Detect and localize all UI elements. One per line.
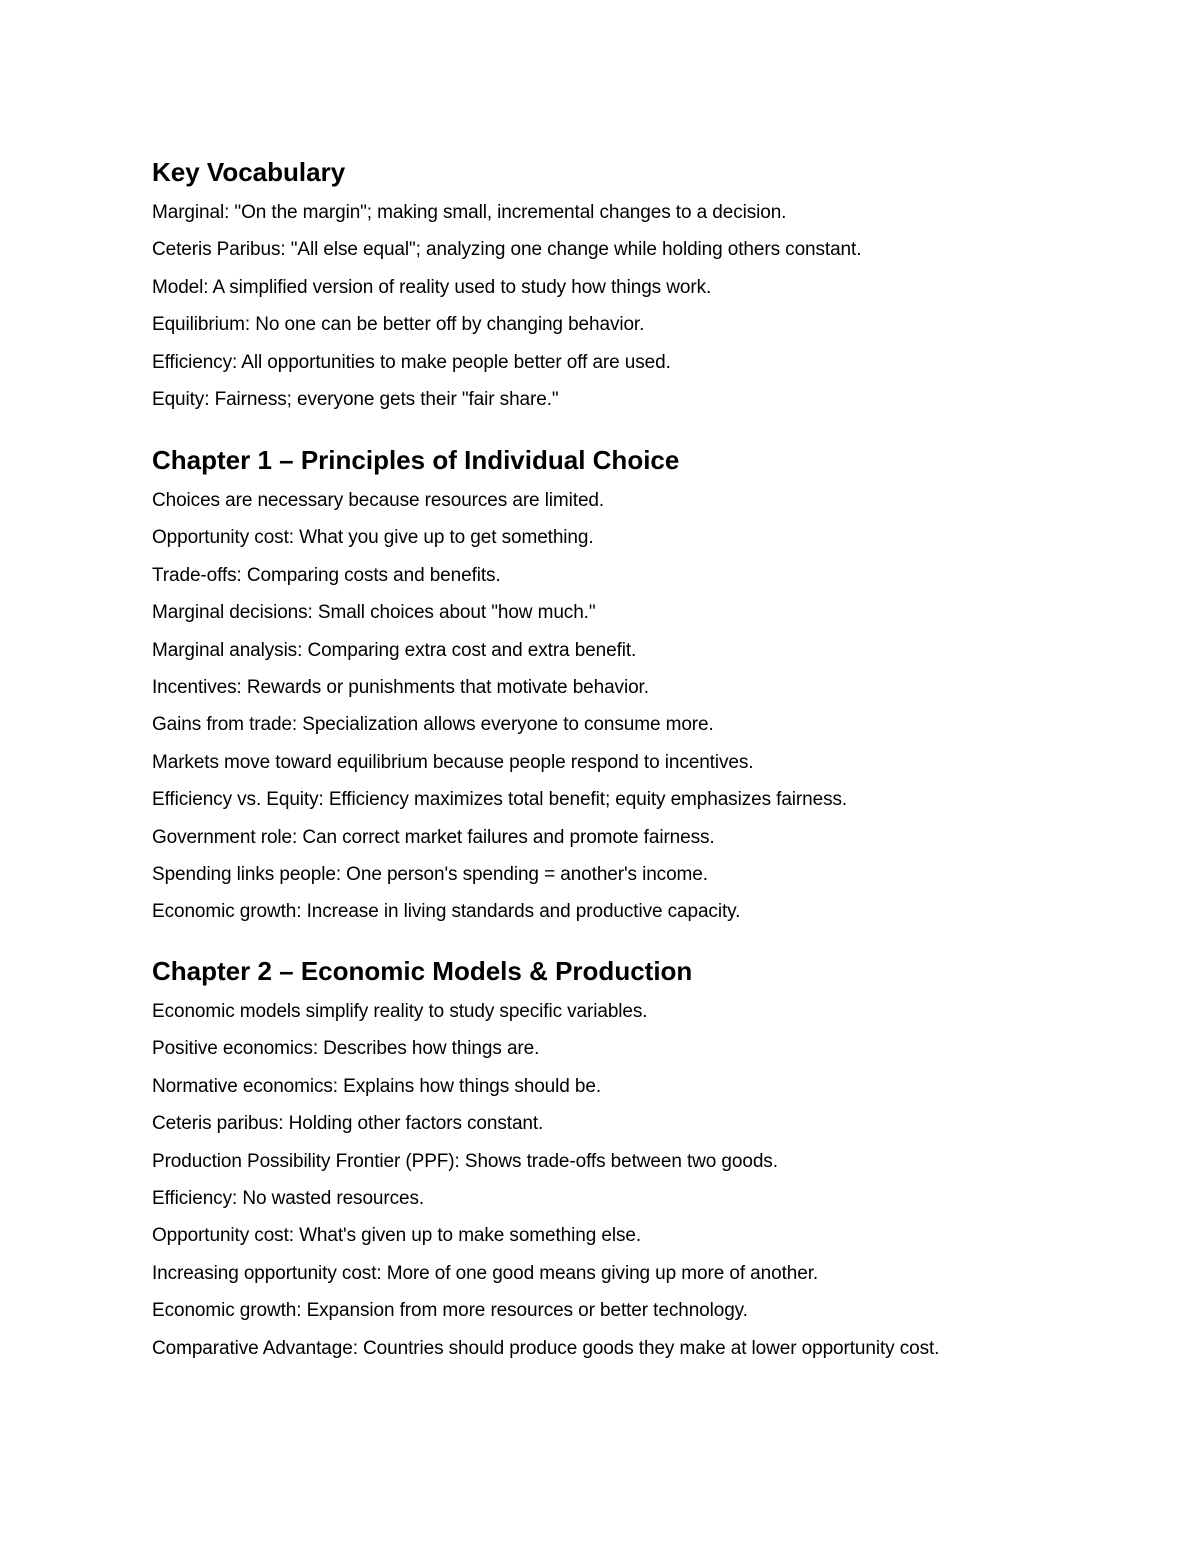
- list-item: Efficiency: No wasted resources.: [152, 1187, 425, 1209]
- list-item: Opportunity cost: What's given up to make something else.: [152, 1225, 642, 1247]
- list-item: Efficiency vs. Equity: Efficiency maximizes total benefit; equity emphasizes fairness.: [152, 789, 848, 811]
- list-item: Opportunity cost: What you give up to get something.: [152, 527, 594, 549]
- section-chapter-1: [152, 438, 1152, 931]
- list-item: Comparative Advantage: Countries should produce goods they make at lower opportunity cost.: [152, 1337, 940, 1359]
- list-item: Production Possibility Frontier (PPF): Shows trade-offs between two goods.: [152, 1150, 778, 1172]
- list-item: Model: A simplified version of reality used to study how things work.: [152, 276, 712, 298]
- section-chapter-2: [152, 949, 1152, 1367]
- list-item: Increasing opportunity cost: More of one good means giving up more of another.: [152, 1262, 819, 1284]
- list-item: Ceteris Paribus: "All else equal"; analyzing one change while holding others constant.: [152, 239, 862, 261]
- list-item: Equity: Fairness; everyone gets their "fair share.": [152, 388, 559, 410]
- item-list: [152, 482, 1152, 931]
- list-item: Efficiency: All opportunities to make people better off are used.: [152, 351, 671, 373]
- list-item: Marginal analysis: Comparing extra cost and extra benefit.: [152, 639, 637, 661]
- section-title: Chapter 1 – Principles of Individual Choice: [152, 445, 680, 475]
- list-item: Government role: Can correct market failures and promote fairness.: [152, 826, 715, 848]
- list-item: Gains from trade: Specialization allows everyone to consume more.: [152, 714, 714, 736]
- list-item: Equilibrium: No one can be better off by changing behavior.: [152, 314, 645, 336]
- list-item: Economic growth: Increase in living standards and productive capacity.: [152, 901, 741, 923]
- list-item: Positive economics: Describes how things are.: [152, 1038, 540, 1060]
- section-title: Key Vocabulary: [152, 157, 346, 187]
- section-title: Chapter 2 – Economic Models & Production: [152, 956, 693, 986]
- item-list: [152, 194, 1152, 418]
- list-item: Markets move toward equilibrium because people respond to incentives.: [152, 751, 754, 773]
- list-item: Incentives: Rewards or punishments that motivate behavior.: [152, 676, 649, 698]
- list-item: Spending links people: One person's spending = another's income.: [152, 863, 708, 885]
- list-item: Marginal: "On the margin"; making small, incremental changes to a decision.: [152, 202, 787, 223]
- list-item: Economic models simplify reality to study specific variables.: [152, 1001, 648, 1022]
- item-list: [152, 993, 1152, 1367]
- list-item: Economic growth: Expansion from more resources or better technology.: [152, 1300, 748, 1322]
- list-item: Marginal decisions: Small choices about "how much.": [152, 602, 596, 624]
- list-item: Normative economics: Explains how things should be.: [152, 1075, 602, 1097]
- list-item: Trade-offs: Comparing costs and benefits.: [152, 564, 501, 586]
- list-item: Ceteris paribus: Holding other factors constant.: [152, 1113, 544, 1135]
- section-key-vocabulary: [152, 150, 1152, 418]
- list-item: Choices are necessary because resources are limited.: [152, 490, 605, 511]
